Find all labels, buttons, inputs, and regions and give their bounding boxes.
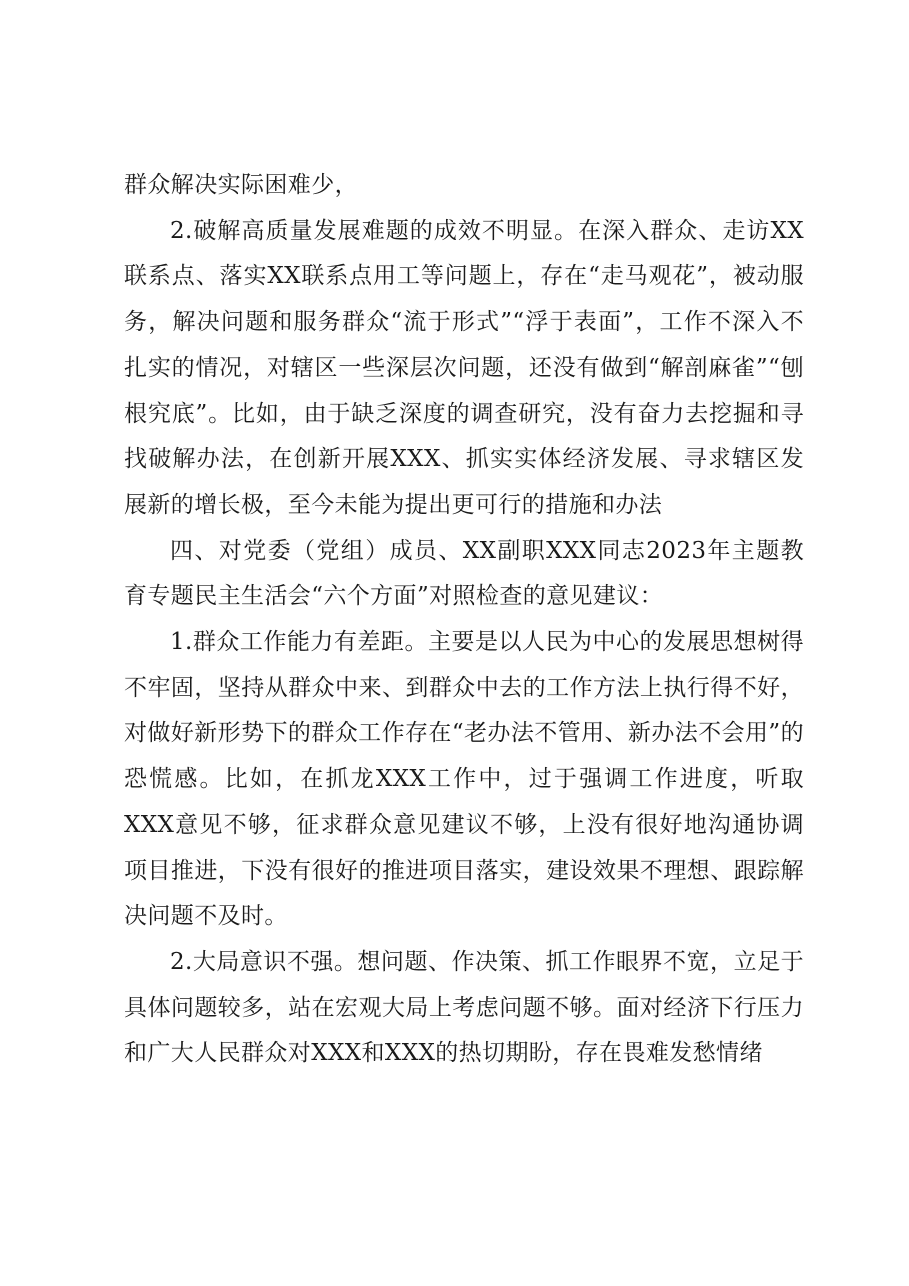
paragraph-item-2-overall-awareness: 2.大局意识不强。想问题、作决策、抓工作眼界不宽，立足于具体问题较多，站在宏观大局上考虑问题不够。面对经济下行压力和广大人民群众对XXX和XXX的热切期盼，存在畏难发愁情绪 — [124, 948, 804, 1067]
paragraph-item-2-development: 2.破解高质量发展难题的成效不明显。在深入群众、走访XX联系点、落实XX联系点用工等问题上，存在“走马观花”，被动服务，解决问题和服务群众“流于形式”“浮于表面”，工作不深入不扎实的情况，对辖区一些深层次问题，还没有做到“解剖麻雀”“刨根究底”。比如，由于缺乏深度的调查研究，没有奋力去挖掘和寻找破解办法，在创新开展XXX、抓实实体经济发展、寻求辖区发展新的增长极，至今未能为提出更可行的措施和办法 — [124, 217, 804, 518]
document-body — [124, 163, 804, 1077]
paragraph-continuation: 群众解决实际困难少， — [124, 172, 358, 198]
section-heading-four: 四、对党委（党组）成员、XX副职XXX同志2023年主题教育专题民主生活会“六个方面”对照检查的意见建议： — [124, 537, 804, 610]
paragraph-item-1-mass-work: 1.群众工作能力有差距。主要是以人民为中心的发展思想树得不牢固，坚持从群众中来、到群众中去的工作方法上执行得不好，对做好新形势下的群众工作存在“老办法不管用、新办法不会用”的恐慌感。比如，在抓龙XXX工作中，过于强调工作进度，听取XXX意见不够，征求群众意见建议不够，上没有很好地沟通协调项目推进，下没有很好的推进项目落实，建设效果不理想、跟踪解决问题不及时。 — [124, 629, 804, 930]
